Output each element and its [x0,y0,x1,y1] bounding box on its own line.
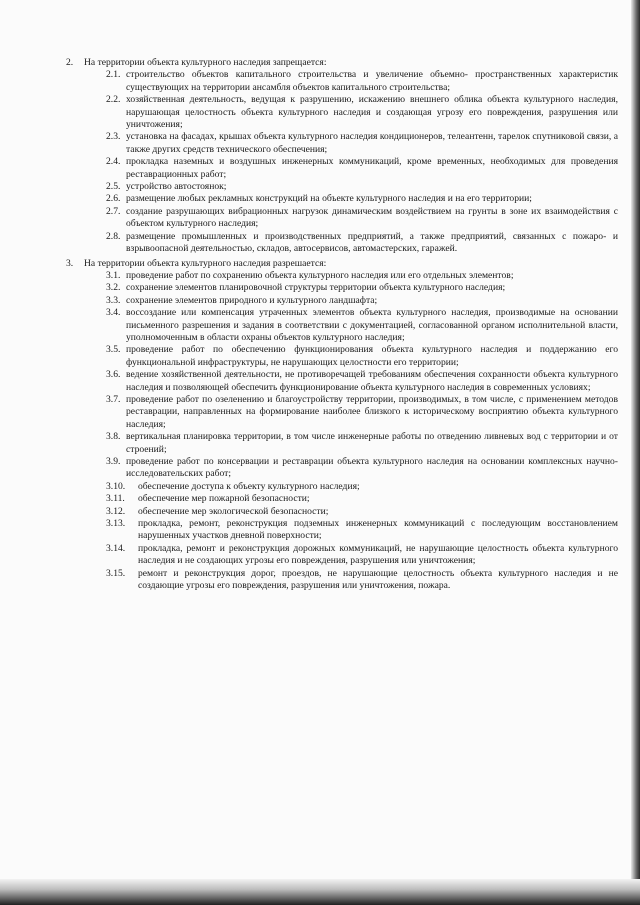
list-item [106,369,618,394]
item-number: 2.1. [106,69,121,81]
item-number: 2.7. [106,205,121,217]
item-number: 3.9. [106,456,121,467]
item-number: 3.13. [106,518,126,530]
list-item [106,131,618,156]
document-body [66,57,618,592]
item-text: обеспечение доступа к объекту культурного наследия; [138,480,360,492]
item-number: 2.4. [106,156,121,168]
section-title: На территории объекта культурного наследия запрещается: [84,57,327,68]
scan-shadow-bottom [0,879,640,905]
item-number: 3.4. [106,307,121,319]
item-number: 3.7. [106,393,121,405]
item-text: размещение любых рекламных конструкций на объекте культурного наследия и на его территории; [126,193,532,205]
item-number: 2.2. [106,94,121,106]
item-text: ведение хозяйственной деятельности, не противоречащей требованиям обеспечения сохранности объекта культурного наследия и позволяющей обеспечить функционирование объекта культурного наследия в современных условиях; [126,369,618,393]
list-item [106,193,618,205]
list-item [106,156,618,181]
list-item [106,231,618,256]
item-number: 3.12. [106,505,126,517]
item-number: 3.6. [106,369,121,381]
item-text: проведение работ по консервации и реставрации объекта культурного наследия на основании комплексных научно-исследовательских работ; [126,456,618,480]
item-text: сохранение элементов природного и культурного ландшафта; [126,294,378,306]
item-text: проведение работ по обеспечению функционирования объекта культурного наследия и поддержанию его функциональной инфраструктуры, не нарушающих целостности его территории; [126,344,618,368]
item-number: 3.5. [106,344,121,356]
item-text: обеспечение мер экологической безопасности; [138,505,329,517]
list-item [106,69,618,94]
list-item [106,568,618,593]
item-text: прокладка наземных и воздушных инженерных коммуникаций, кроме временных, необходимых для проведения реставрационных работ; [126,156,618,180]
list-item [106,206,618,231]
list-item [106,181,618,193]
item-text: устройство автостоянок; [126,181,227,193]
item-number: 2.8. [106,230,121,242]
section-heading [66,57,618,69]
list-item [106,493,618,505]
list-item [106,295,618,307]
item-text: создание разрушающих вибрационных нагрузок динамическим воздействием на грунты в зоне их взаимодействия с объектом культурного наследия; [126,205,618,230]
item-text: прокладка, ремонт, реконструкция подземных инженерных коммуникаций с последующим восстановлением нарушенных участков дневной поверхности; [138,518,618,542]
item-text: хозяйственная деятельность, ведущая к разрушению, искажению внешнего облика объекта культурного наследия, нарушающая целостность объекта культурного наследия и создающая угрозу его повреждения, разрушения или уничтожения; [126,94,618,131]
item-number: 3.2. [106,282,121,294]
list-item [106,506,618,518]
list-item [106,518,618,543]
list-item [106,282,618,294]
item-number: 2.3. [106,131,121,143]
list-item [106,344,618,369]
section-title: На территории объекта культурного наследия разрешается: [84,257,327,269]
item-text: проведение работ по сохранению объекта культурного наследия или его отдельных элементов; [126,269,514,281]
item-text: ремонт и реконструкция дорог, проездов, не нарушающие целостность объекта культурного наследия и не создающие угрозы его повреждения, разрушения или уничтожения, пожара. [138,567,618,592]
section-number: 3. [66,257,74,269]
list-item [106,394,618,431]
section-heading [66,258,618,270]
item-text: строительство объектов капитального строительства и увеличение объемно- пространственных характеристик существующих на территории ансамбля объектов капитального строительства; [126,69,618,93]
item-text: обеспечение мер пожарной безопасности; [138,493,310,505]
item-number: 3.10. [106,480,126,492]
item-number: 3.15. [106,567,126,579]
scan-shadow-right [631,0,640,905]
item-number: 3.1. [106,269,121,281]
item-text: прокладка, ремонт и реконструкция дорожных коммуникаций, не нарушающие целостность объекта культурного наследия и не создающих угрозы его повреждения, разрушения или уничтожения; [138,542,618,567]
item-number: 3.14. [106,542,126,554]
item-text: вертикальная планировка территории, в том числе инженерные работы по отведению ливневых вод с территории и от строений; [126,431,618,455]
item-text: воссоздание или компенсация утраченных элементов объекта культурного наследия, производимые на основании письменного разрешения и задания в соответствии с документацией, согласованной органом исполнительной власти, уполномоченным в области охраны объектов культурного наследия; [126,307,618,343]
item-number: 2.5. [106,181,121,193]
list-item [106,307,618,344]
item-number: 3.3. [106,294,121,306]
section-prohibited [66,57,618,256]
section-number: 2. [66,57,74,68]
list-item [106,543,618,568]
section-permitted [66,258,618,593]
item-text: размещение промышленных и производственных предприятий, а также предприятий, связанных с пожаро- и взрывоопасной деятельностью, складов, автосервисов, автомастерских, гаражей. [126,230,618,255]
list-item [106,431,618,456]
item-number: 3.8. [106,431,121,443]
item-number: 2.6. [106,193,121,205]
item-text: установка на фасадах, крышах объекта культурного наследия кондиционеров, телеантенн, тарелок спутниковой связи, а также других средств технического обеспечения; [126,131,618,155]
item-text: сохранение элементов планировочной структуры территории объекта культурного наследия; [126,282,506,294]
list-item [106,94,618,131]
item-number: 3.11. [106,493,125,505]
item-text: проведение работ по озеленению и благоустройству территории, производимых, в том числе, с применением методов реставрации, направленных на формирование наиболее близкого к историческому восприятию объекта культурного наследия; [126,393,618,430]
list-item [106,270,618,282]
list-item [106,481,618,493]
list-item [106,456,618,481]
